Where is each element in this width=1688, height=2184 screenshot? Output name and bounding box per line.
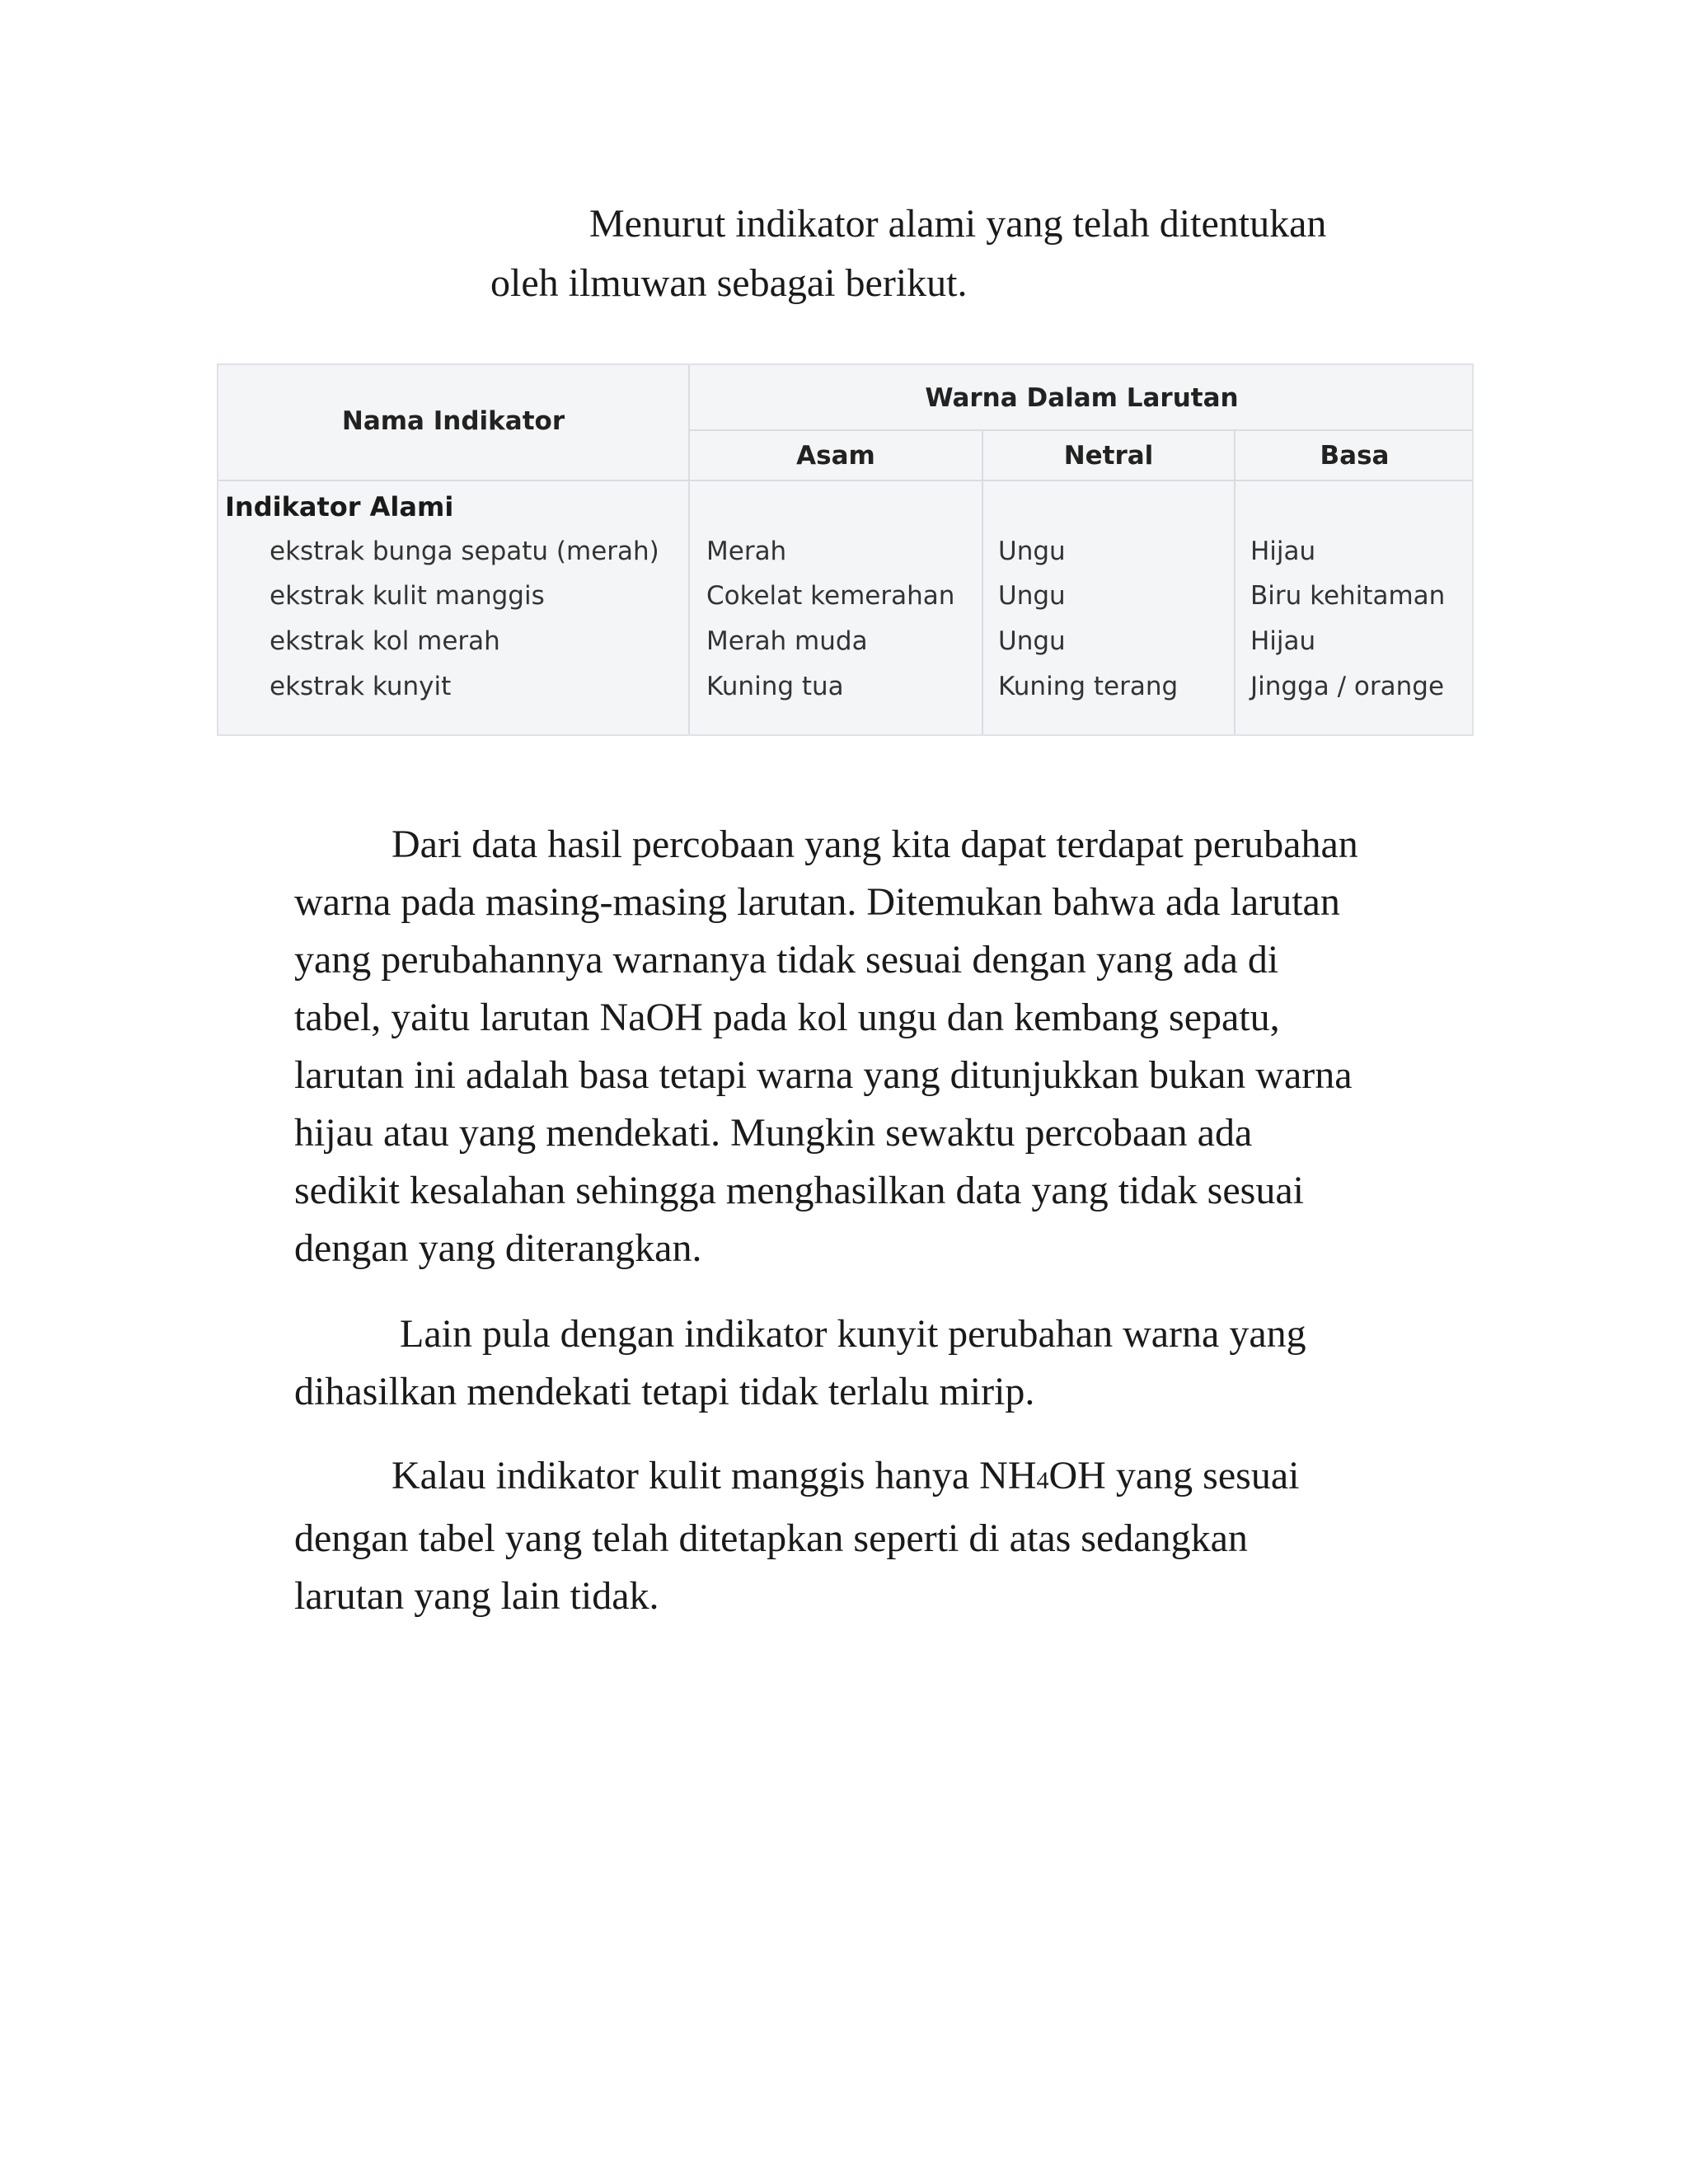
paragraph-1 [294, 816, 1465, 1277]
paragraph-line: sedikit kesalahan sehingga menghasilkan data yang tidak sesuai [294, 1169, 1304, 1212]
header-netral: Netral [1063, 441, 1154, 471]
group-label: Indikator Alami [225, 491, 454, 523]
paragraph-line: larutan ini adalah basa tetapi warna yang ditunjukkan bukan warna [294, 1053, 1353, 1097]
table-cell-basa: Jingga / orange [1250, 672, 1445, 701]
table-divider [688, 429, 1472, 431]
table-divider [982, 431, 983, 734]
paragraph-2 [294, 1305, 1465, 1421]
table-cell-basa: Hijau [1250, 626, 1316, 656]
intro-line: oleh ilmuwan sebagai berikut. [490, 261, 968, 305]
paragraph-line: tabel, yaitu larutan NaOH pada kol ungu dan kembang sepatu, [294, 996, 1280, 1039]
header-nama-indikator: Nama Indikator [341, 406, 565, 436]
table-cell-netral: Ungu [998, 537, 1066, 566]
paragraph-line: yang perubahannya warnanya tidak sesuai dengan yang ada di [294, 938, 1279, 982]
header-basa: Basa [1320, 441, 1390, 471]
paragraph-text: Kalau indikator kulit manggis hanya NH [392, 1454, 1037, 1497]
header-warna-dalam-larutan: Warna Dalam Larutan [925, 383, 1239, 413]
table-cell-netral: Ungu [998, 581, 1066, 611]
table-cell-nama: ekstrak kunyit [270, 672, 452, 701]
intro-paragraph [490, 194, 1405, 313]
table-cell-asam: Merah muda [706, 626, 868, 656]
paragraph-line: dihasilkan mendekati tetapi tidak terlalu mirip. [294, 1370, 1035, 1413]
table-cell-netral: Kuning terang [998, 672, 1179, 701]
table-cell-basa: Biru kehitaman [1250, 581, 1446, 611]
table-cell-basa: Hijau [1250, 537, 1316, 566]
subscript: 4 [1036, 1467, 1049, 1494]
paragraph-line [294, 1447, 1465, 1510]
table-cell-nama: ekstrak bunga sepatu (merah) [270, 537, 659, 566]
paragraph-text: OH yang sesuai [1048, 1454, 1300, 1497]
paragraph-3 [294, 1447, 1465, 1625]
table-divider [218, 480, 1472, 481]
table-cell-asam: Cokelat kemerahan [706, 581, 955, 611]
header-asam: Asam [796, 441, 875, 471]
table-cell-asam: Merah [706, 537, 787, 566]
paragraph-line: dengan yang diterangkan. [294, 1226, 702, 1270]
paragraph-line: larutan yang lain tidak. [294, 1574, 659, 1618]
table-cell-asam: Kuning tua [706, 672, 844, 701]
table-divider [688, 365, 690, 734]
table-cell-nama: ekstrak kol merah [270, 626, 500, 656]
table-cell-nama: ekstrak kulit manggis [270, 581, 545, 611]
paragraph-line: warna pada masing-masing larutan. Ditemukan bahwa ada larutan [294, 880, 1340, 924]
paragraph-line: Lain pula dengan indikator kunyit perubahan warna yang [400, 1312, 1306, 1356]
paragraph-line: Dari data hasil percobaan yang kita dapat terdapat perubahan [392, 823, 1358, 866]
paragraph-line: hijau atau yang mendekati. Mungkin sewaktu percobaan ada [294, 1111, 1253, 1155]
intro-line: Menurut indikator alami yang telah ditentukan [589, 202, 1327, 246]
table-divider [1234, 431, 1236, 734]
table-cell-netral: Ungu [998, 626, 1066, 656]
paragraph-line: dengan tabel yang telah ditetapkan seperti di atas sedangkan [294, 1516, 1248, 1560]
indicator-table [217, 363, 1474, 736]
